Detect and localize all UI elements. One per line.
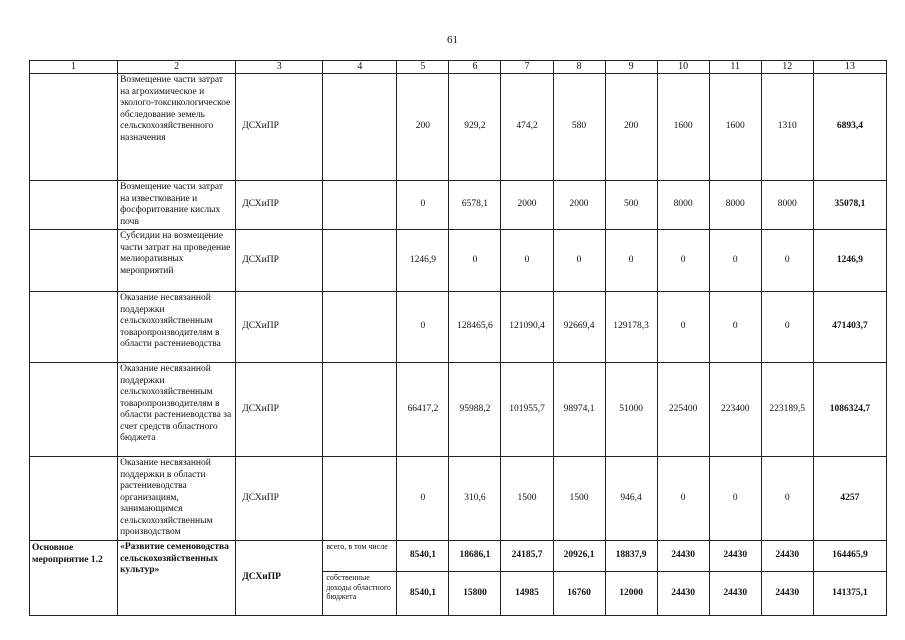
measure-name: Возмещение части затрат на агрохимическое и эколого-токсикологическое обследование земель сельскохозяйственного назначения bbox=[118, 74, 236, 181]
main-event-name: «Развитие семеноводства сельскохозяйственных культур» bbox=[118, 541, 236, 616]
responsible-executor: ДСХиПР bbox=[236, 292, 323, 363]
year-value: 0 bbox=[761, 457, 813, 541]
col-header-6: 6 bbox=[449, 61, 501, 74]
year-value: 200 bbox=[397, 74, 449, 181]
row-total: 1086324,7 bbox=[813, 363, 886, 457]
year-value: 1500 bbox=[553, 457, 605, 541]
responsible-executor: ДСХиПР bbox=[236, 230, 323, 292]
empty-cell bbox=[30, 230, 118, 292]
measure-name: Оказание несвязанной поддержки сельскохозяйственным товаропроизводителям в области растениеводства bbox=[118, 292, 236, 363]
year-value: 24430 bbox=[761, 541, 813, 572]
col-header-2: 2 bbox=[118, 61, 236, 74]
year-value: 310,6 bbox=[449, 457, 501, 541]
empty-cell bbox=[30, 74, 118, 181]
year-value: 98974,1 bbox=[553, 363, 605, 457]
col-header-10: 10 bbox=[657, 61, 709, 74]
year-value: 200 bbox=[605, 74, 657, 181]
year-value: 474,2 bbox=[501, 74, 553, 181]
year-value: 0 bbox=[709, 457, 761, 541]
year-value: 8000 bbox=[709, 181, 761, 230]
table-row bbox=[30, 292, 887, 363]
row-total: 164465,9 bbox=[813, 541, 886, 572]
year-value: 66417,2 bbox=[397, 363, 449, 457]
year-value: 1600 bbox=[657, 74, 709, 181]
year-value: 500 bbox=[605, 181, 657, 230]
responsible-executor: ДСХиПР bbox=[236, 457, 323, 541]
year-value: 8000 bbox=[761, 181, 813, 230]
main-event-executor: ДСХиПР bbox=[236, 541, 323, 616]
col-header-3: 3 bbox=[236, 61, 323, 74]
year-value: 24430 bbox=[657, 572, 709, 616]
year-value: 1310 bbox=[761, 74, 813, 181]
measure-name: Оказание несвязанной поддержки в области растениеводства организациям, занимающимся сельскохозяйственным производством bbox=[118, 457, 236, 541]
table-row bbox=[30, 230, 887, 292]
year-value: 0 bbox=[605, 230, 657, 292]
year-value: 223189,5 bbox=[761, 363, 813, 457]
year-value: 18686,1 bbox=[449, 541, 501, 572]
year-value: 2000 bbox=[501, 181, 553, 230]
year-value: 8540,1 bbox=[397, 541, 449, 572]
empty-cell bbox=[323, 292, 397, 363]
responsible-executor: ДСХиПР bbox=[236, 363, 323, 457]
year-value: 0 bbox=[397, 181, 449, 230]
col-header-8: 8 bbox=[553, 61, 605, 74]
year-value: 0 bbox=[657, 457, 709, 541]
year-value: 24430 bbox=[761, 572, 813, 616]
year-value: 14985 bbox=[501, 572, 553, 616]
empty-cell bbox=[30, 181, 118, 230]
year-value: 0 bbox=[397, 292, 449, 363]
main-event-label: Основное мероприятие 1.2 bbox=[30, 541, 118, 616]
empty-cell bbox=[30, 292, 118, 363]
year-value: 0 bbox=[501, 230, 553, 292]
year-value: 24185,7 bbox=[501, 541, 553, 572]
year-value: 0 bbox=[657, 292, 709, 363]
empty-cell bbox=[323, 181, 397, 230]
row-total: 6893,4 bbox=[813, 74, 886, 181]
responsible-executor: ДСХиПР bbox=[236, 74, 323, 181]
col-header-7: 7 bbox=[501, 61, 553, 74]
col-header-4: 4 bbox=[323, 61, 397, 74]
year-value: 92669,4 bbox=[553, 292, 605, 363]
year-value: 129178,3 bbox=[605, 292, 657, 363]
year-value: 1600 bbox=[709, 74, 761, 181]
empty-cell bbox=[323, 457, 397, 541]
row-total: 4257 bbox=[813, 457, 886, 541]
table-row bbox=[30, 363, 887, 457]
year-value: 121090,4 bbox=[501, 292, 553, 363]
year-value: 101955,7 bbox=[501, 363, 553, 457]
empty-cell bbox=[323, 74, 397, 181]
year-value: 12000 bbox=[605, 572, 657, 616]
year-value: 128465,6 bbox=[449, 292, 501, 363]
measure-name: Субсидии на возмещение части затрат на проведение мелиоративных мероприятий bbox=[118, 230, 236, 292]
funding-source: всего, в том числе bbox=[323, 541, 397, 572]
year-value: 24430 bbox=[709, 541, 761, 572]
year-value: 24430 bbox=[709, 572, 761, 616]
year-value: 0 bbox=[553, 230, 605, 292]
empty-cell bbox=[323, 230, 397, 292]
year-value: 0 bbox=[657, 230, 709, 292]
measure-name: Оказание несвязанной поддержки сельскохозяйственным товаропроизводителям в области растениеводства за счет средств областного бюджета bbox=[118, 363, 236, 457]
row-total: 141375,1 bbox=[813, 572, 886, 616]
funding-source: собственные доходы областного бюджета bbox=[323, 572, 397, 616]
year-value: 0 bbox=[449, 230, 501, 292]
year-value: 1500 bbox=[501, 457, 553, 541]
measure-name: Возмещение части затрат на известкование и фосфоритование кислых почв bbox=[118, 181, 236, 230]
year-value: 0 bbox=[397, 457, 449, 541]
year-value: 580 bbox=[553, 74, 605, 181]
year-value: 18837,9 bbox=[605, 541, 657, 572]
col-header-12: 12 bbox=[761, 61, 813, 74]
year-value: 16760 bbox=[553, 572, 605, 616]
table-row bbox=[30, 74, 887, 181]
year-value: 223400 bbox=[709, 363, 761, 457]
table-row bbox=[30, 181, 887, 230]
year-value: 51000 bbox=[605, 363, 657, 457]
col-header-5: 5 bbox=[397, 61, 449, 74]
row-total: 1246,9 bbox=[813, 230, 886, 292]
main-event-row bbox=[30, 541, 887, 572]
empty-cell bbox=[323, 363, 397, 457]
year-value: 2000 bbox=[553, 181, 605, 230]
year-value: 8000 bbox=[657, 181, 709, 230]
page-number: 61 bbox=[447, 34, 458, 46]
col-header-13: 13 bbox=[813, 61, 886, 74]
year-value: 15800 bbox=[449, 572, 501, 616]
year-value: 8540,1 bbox=[397, 572, 449, 616]
column-header-row bbox=[30, 61, 887, 74]
year-value: 0 bbox=[761, 292, 813, 363]
year-value: 0 bbox=[709, 230, 761, 292]
table-row bbox=[30, 457, 887, 541]
year-value: 6578,1 bbox=[449, 181, 501, 230]
budget-table bbox=[29, 60, 887, 616]
row-total: 471403,7 bbox=[813, 292, 886, 363]
col-header-9: 9 bbox=[605, 61, 657, 74]
empty-cell bbox=[30, 457, 118, 541]
year-value: 95988,2 bbox=[449, 363, 501, 457]
year-value: 1246,9 bbox=[397, 230, 449, 292]
empty-cell bbox=[30, 363, 118, 457]
year-value: 929,2 bbox=[449, 74, 501, 181]
year-value: 24430 bbox=[657, 541, 709, 572]
row-total: 35078,1 bbox=[813, 181, 886, 230]
responsible-executor: ДСХиПР bbox=[236, 181, 323, 230]
year-value: 0 bbox=[761, 230, 813, 292]
year-value: 225400 bbox=[657, 363, 709, 457]
col-header-11: 11 bbox=[709, 61, 761, 74]
year-value: 20926,1 bbox=[553, 541, 605, 572]
col-header-1: 1 bbox=[30, 61, 118, 74]
year-value: 946,4 bbox=[605, 457, 657, 541]
year-value: 0 bbox=[709, 292, 761, 363]
